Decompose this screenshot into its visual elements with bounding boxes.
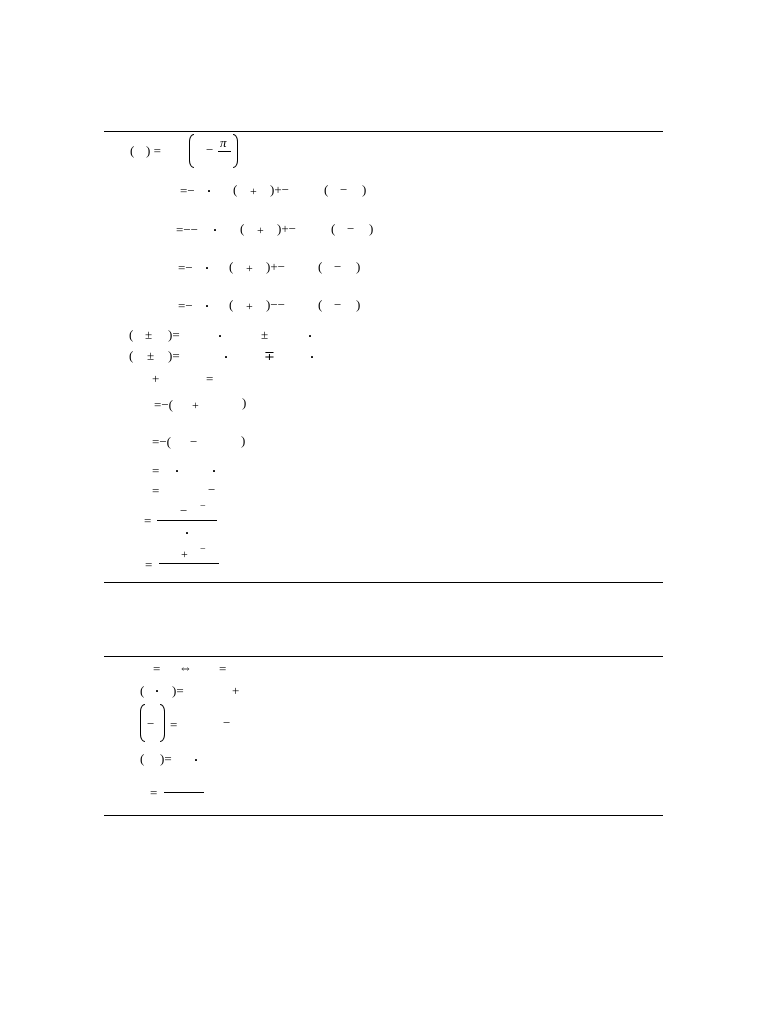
dot bbox=[309, 335, 311, 337]
paren-close: ) bbox=[369, 221, 374, 236]
paren-open: ( bbox=[324, 182, 329, 197]
big-paren-right bbox=[233, 134, 238, 168]
minus-sign: − bbox=[208, 482, 216, 497]
dot bbox=[206, 267, 208, 269]
bottom-rule-block1 bbox=[104, 582, 663, 583]
paren-close: ) bbox=[356, 297, 361, 312]
pi-symbol: π bbox=[220, 135, 227, 150]
minus-sign-superscript: − bbox=[200, 501, 206, 512]
eq-minus: =− bbox=[180, 183, 195, 198]
paren-open: ( bbox=[129, 327, 134, 342]
equals-sign: = bbox=[206, 371, 214, 386]
plus-minus-sign: ± bbox=[145, 327, 153, 342]
plus-sign: + bbox=[250, 184, 257, 198]
close-plus-minus: )+− bbox=[270, 182, 289, 197]
paren-open: ( bbox=[233, 182, 238, 197]
close-minus-minus: )−− bbox=[266, 297, 285, 312]
dot bbox=[214, 229, 216, 231]
minus-sign: − bbox=[223, 715, 231, 730]
paren-close: ) bbox=[242, 395, 247, 410]
dot bbox=[208, 190, 210, 192]
plus-sign: + bbox=[232, 683, 240, 698]
dot bbox=[156, 690, 158, 692]
minus-sign: − bbox=[340, 182, 348, 197]
dot bbox=[195, 759, 197, 761]
paren-close: ) bbox=[241, 433, 246, 448]
paren-open: ( bbox=[240, 221, 245, 236]
big-paren-left bbox=[140, 704, 145, 742]
top-rule-block2 bbox=[104, 656, 663, 657]
dot bbox=[176, 470, 178, 472]
paren-open: ( bbox=[331, 221, 336, 236]
eq-minus-minus: =−− bbox=[176, 222, 198, 237]
dot bbox=[225, 356, 227, 358]
dot bbox=[311, 356, 313, 358]
bottom-rule-block2 bbox=[104, 815, 663, 816]
plus-sign: + bbox=[192, 398, 199, 412]
paren-open: ( bbox=[129, 348, 134, 363]
plus-minus-sign: ± bbox=[147, 348, 155, 363]
eq-minus: =− bbox=[178, 260, 193, 275]
paren-open: ( bbox=[318, 259, 323, 274]
paren-close-equals: )= bbox=[160, 751, 172, 766]
paren-open: ( bbox=[229, 297, 234, 312]
paren-close: ) bbox=[146, 143, 151, 158]
fraction-bar bbox=[157, 520, 217, 521]
paren-open: ( bbox=[140, 683, 145, 698]
paren-close: ) bbox=[356, 259, 361, 274]
top-rule-block1 bbox=[104, 131, 663, 132]
paren-open: ( bbox=[130, 143, 135, 158]
equals-sign: = bbox=[170, 717, 178, 732]
paren-open: ( bbox=[229, 259, 234, 274]
equals-sign: = bbox=[153, 143, 161, 158]
dot bbox=[186, 532, 188, 534]
plus-sign: + bbox=[181, 547, 188, 561]
fraction-bar bbox=[159, 563, 219, 564]
iff-arrow: ⇔ bbox=[179, 660, 192, 675]
minus-plus-sign: ∓ bbox=[264, 348, 275, 363]
dot bbox=[219, 335, 221, 337]
dot bbox=[213, 470, 215, 472]
paren-close-equals bbox=[146, 144, 161, 157]
plus-sign: + bbox=[246, 299, 253, 313]
paren-close-equals: )= bbox=[168, 327, 180, 342]
equals-sign: = bbox=[145, 557, 153, 572]
fraction-bar bbox=[164, 792, 204, 793]
paren-open: ( bbox=[140, 751, 145, 766]
eq-minus-open: =−( bbox=[152, 434, 171, 449]
plus-minus-sign: ± bbox=[261, 327, 269, 342]
equals-sign: = bbox=[219, 661, 227, 676]
minus-sign: − bbox=[334, 259, 342, 274]
close-plus-minus: )+− bbox=[277, 221, 296, 236]
plus-sign: + bbox=[257, 223, 264, 237]
minus-sign: − bbox=[206, 142, 214, 157]
equals-sign: = bbox=[144, 513, 152, 528]
big-paren-right bbox=[160, 704, 165, 742]
big-paren-left bbox=[189, 134, 194, 168]
minus-sign: − bbox=[347, 221, 355, 236]
minus-sign: − bbox=[190, 434, 198, 449]
equals-sign: = bbox=[153, 661, 161, 676]
dot bbox=[206, 305, 208, 307]
plus-sign: + bbox=[152, 371, 160, 386]
equals-sign: = bbox=[152, 463, 160, 478]
minus-sign: − bbox=[334, 297, 342, 312]
minus-sign: − bbox=[180, 503, 188, 518]
eq-minus: =− bbox=[178, 298, 193, 313]
equals-sign: = bbox=[152, 483, 160, 498]
paren-close-equals: )= bbox=[172, 683, 184, 698]
eq-minus-open: =−( bbox=[154, 397, 173, 412]
close-plus-minus: )+− bbox=[266, 259, 285, 274]
paren-close: ) bbox=[362, 182, 367, 197]
equals-sign: = bbox=[150, 785, 158, 800]
plus-sign: + bbox=[246, 261, 253, 275]
fraction-bar bbox=[218, 151, 231, 152]
minus-sign: − bbox=[147, 716, 155, 731]
paren-close-equals: )= bbox=[168, 348, 180, 363]
paren-open: ( bbox=[318, 297, 323, 312]
minus-sign-superscript: − bbox=[200, 544, 206, 555]
